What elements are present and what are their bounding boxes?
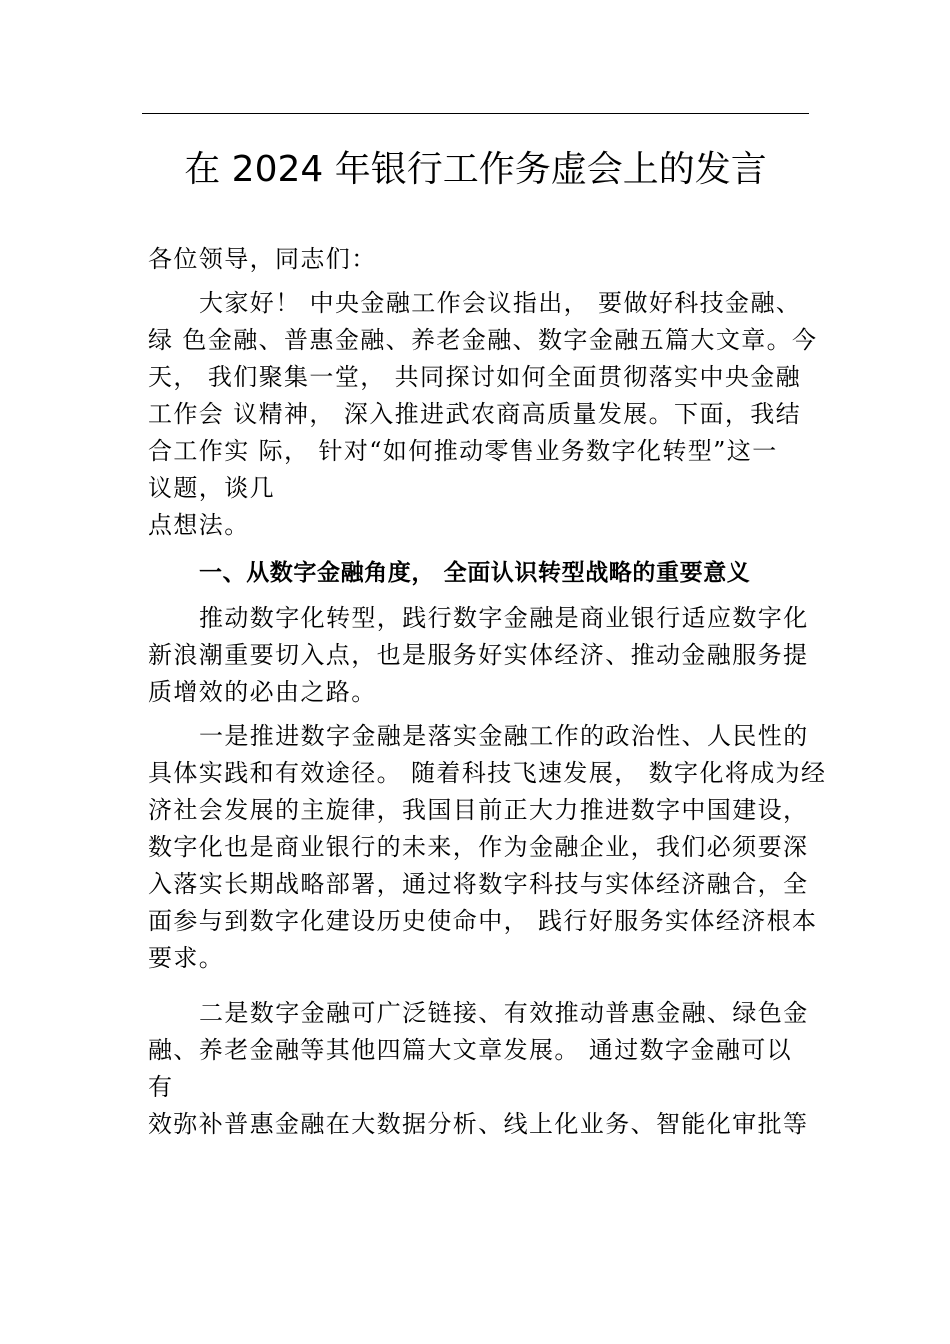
paragraph-line: 推动数字化转型，践行数字金融是商业银行适应数字化 (199, 604, 809, 632)
intro-paragraph (148, 285, 818, 544)
paragraph (148, 600, 812, 711)
intro-line: 点想法。 (148, 511, 250, 539)
paragraph-line: 质增效的必由之路。 (148, 678, 377, 706)
section-heading: 一、从数字金融角度， 全面认识转型战略的重要意义 (199, 560, 751, 586)
paragraph (148, 995, 812, 1143)
paragraph-line: 二是数字金融可广泛链接、有效推动普惠金融、绿色金 (199, 999, 809, 1027)
intro-line: 大家好！ 中央金融工作会议指出， 要做好科技金融、 (199, 289, 802, 317)
paragraph-line: 入落实长期战略部署，通过将数字科技与实体经济融合，全 (148, 870, 809, 898)
paragraph (148, 718, 827, 977)
paragraph-line: 一是推进数字金融是落实金融工作的政治性、人民性的 (199, 722, 809, 750)
paragraph-line: 有 (148, 1073, 174, 1101)
paragraph-line: 要求。 (148, 944, 225, 972)
paragraph-line: 新浪潮重要切入点，也是服务好实体经济、推动金融服务提 (148, 641, 809, 669)
paragraph-line: 济社会发展的主旋律，我国目前正大力推进数字中国建设， (148, 796, 809, 824)
intro-line: 工作会 议精神， 深入推进武农商高质量发展。下面，我结 (148, 400, 802, 428)
intro-line: 合工作实 际， 针对“如何推动零售业务数字化转型”这一 (148, 437, 778, 465)
intro-line: 天， 我们聚集一堂， 共同探讨如何全面贯彻落实中央金融 (148, 363, 802, 391)
paragraph-line: 面参与到数字化建设历史使命中， 践行好服务实体经济根本 (148, 907, 818, 935)
paragraph-line: 具体实践和有效途径。 随着科技飞速发展， 数字化将成为经 (148, 759, 827, 787)
header-rule (142, 113, 809, 114)
intro-line: 绿 色金融、普惠金融、养老金融、数字金融五篇大文章。今 (148, 326, 818, 354)
paragraph-line: 效弥补普惠金融在大数据分析、线上化业务、智能化审批等 (148, 1110, 809, 1138)
intro-line: 议题，谈几 (148, 474, 275, 502)
paragraph-line: 数字化也是商业银行的未来，作为金融企业，我们必须要深 (148, 833, 809, 861)
salutation: 各位领导，同志们： (148, 245, 377, 273)
document-title: 在 2024 年银行工作务虚会上的发言 (184, 149, 767, 190)
paragraph-line: 融、养老金融等其他四篇大文章发展。 通过数字金融可以 (148, 1036, 793, 1064)
